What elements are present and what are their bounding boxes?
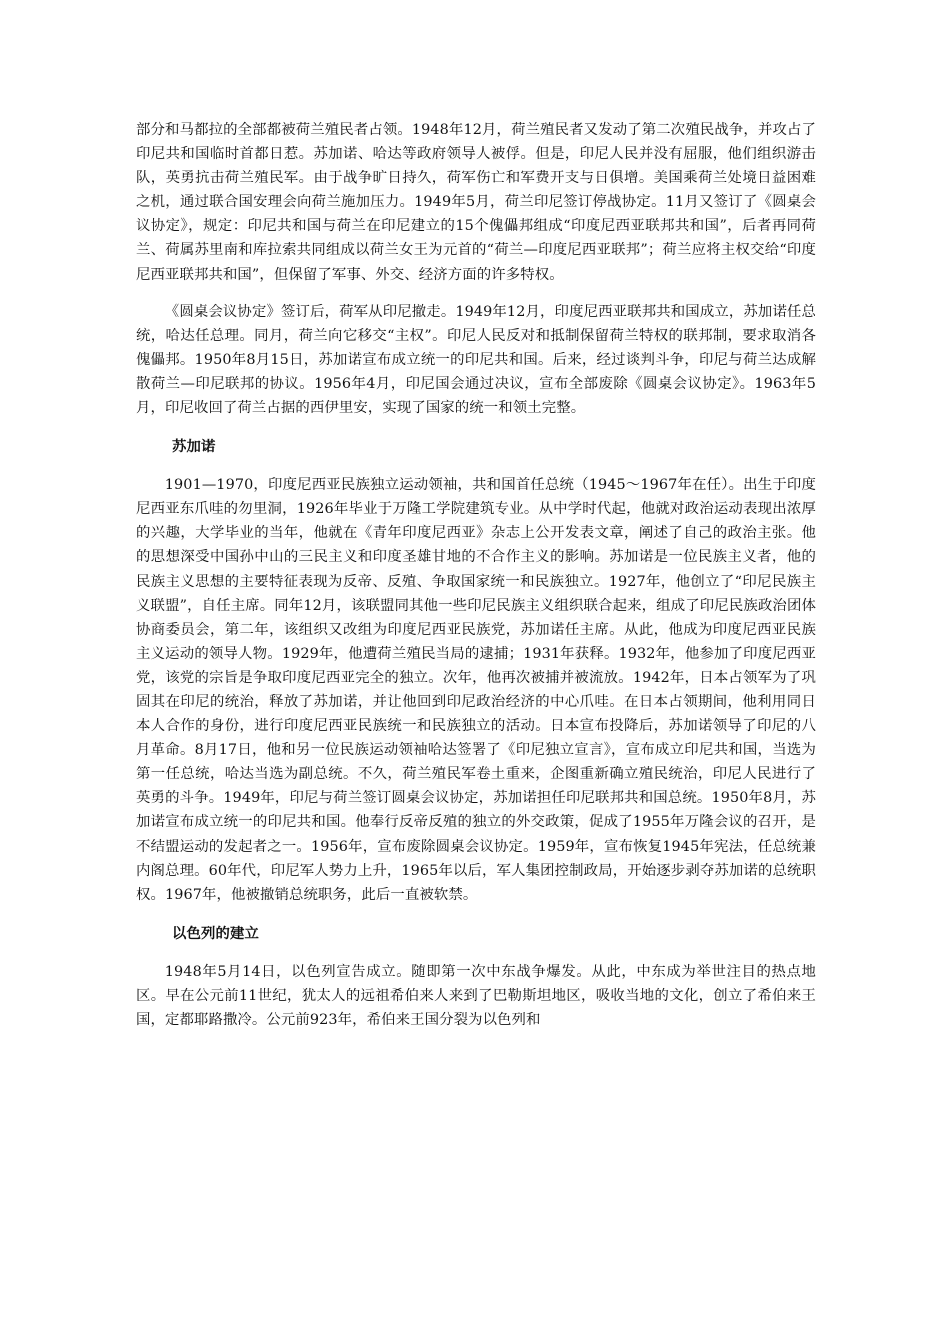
paragraph-round-table-agreement: 《圆桌会议协定》签订后，荷军从印尼撤走。1949年12月，印度尼西亚联邦共和国成立，苏加诺任总统，哈达任总理。同月，荷兰向它移交“主权”。印尼人民反对和抵制保留荷兰特权的联邦制，要求取消各傀儡邦。1950年8月15日，苏加诺宣布成立统一的印尼共和国。后来，经过谈判斗争，印尼与荷兰达成解散荷兰—印尼联邦的协议。1956年4月，印尼国会通过决议，宣布全部废除《圆桌会议协定》。1963年5月，印尼收回了荷兰占据的西伊里安，实现了国家的统一和领土完整。	[136, 303, 816, 417]
section-heading-sukarno: 苏加诺	[172, 439, 216, 456]
paragraph-sukarno-biography: 1901—1970，印度尼西亚民族独立运动领袖，共和国首任总统（1945～1967年在任）。出生于印度尼西亚东爪哇的勿里洞，1926年毕业于万隆工学院建筑专业。从中学时代起，他就对政治运动表现出浓厚的兴趣，大学毕业的当年，他就在《青年印度尼西亚》杂志上公开发表文章，阐述了自己的政治主张。他的思想深受中国孙中山的三民主义和印度圣雄甘地的不合作主义的影响。苏加诺是一位民族主义者，他的民族主义思想的主要特征表现为反帝、反殖、争取国家统一和民族独立。1927年，他创立了“印尼民族主义联盟”，自任主席。同年12月，该联盟同其他一些印尼民族主义组织联合起来，组成了印尼民族政治团体协商委员会，第二年，该组织又改组为印度尼西亚民族党，苏加诺任主席。从此，他成为印度尼西亚民族主义运动的领导人物。1929年，他遭荷兰殖民当局的逮捕；1931年获释。1932年，他参加了印度尼西亚党，该党的宗旨是争取印度尼西亚完全的独立。次年，他再次被捕并被流放。1942年，日本占领军为了巩固其在印尼的统治，释放了苏加诺，并让他回到印尼政治经济的中心爪哇。在日本占领期间，他利用同日本人合作的身份，进行印度尼西亚民族统一和民族独立的活动。日本宣布投降后，苏加诺领导了印尼的八月革命。8月17日，他和另一位民族运动领袖哈达签署了《印尼独立宣言》，宣布成立印尼共和国，当选为第一任总统，哈达当选为副总统。不久，荷兰殖民军卷土重来，企图重新确立殖民统治，印尼人民进行了英勇的斗争。1949年，印尼与荷兰签订圆桌会议协定，苏加诺担任印尼联邦共和国总统。1950年8月，苏加诺宣布成立统一的印尼共和国。他奉行反帝反殖的独立的外交政策，促成了1955年万隆会议的召开，是不结盟运动的发起者之一。1956年，宣布废除圆桌会议协定。1959年，宣布恢复1945年宪法，任总统兼内阁总理。60年代，印尼军人势力上升，1965年以后，军人集团控制政局，开始逐步剥夺苏加诺的总统职权。1967年，他被撤销总统职务，此后一直被软禁。	[136, 477, 816, 903]
paragraph-israel-founding: 1948年5月14日，以色列宣告成立。随即第一次中东战争爆发。从此，中东成为举世注目的热点地区。早在公元前11世纪，犹太人的远祖希伯来人来到了巴勒斯坦地区，吸收当地的文化，创立了希伯来王国，定都耶路撒冷。公元前923年，希伯来王国分裂为以色列和	[136, 963, 816, 1028]
section-heading-israel-founding: 以色列的建立	[172, 925, 259, 942]
document-page	[136, 118, 816, 1032]
paragraph-dutch-colonial-war: 部分和马都拉的全部都被荷兰殖民者占领。1948年12月，荷兰殖民者又发动了第二次殖民战争，并攻占了印尼共和国临时首都日惹。苏加诺、哈达等政府领导人被俘。但是，印尼人民并没有屈服，他们组织游击队，英勇抗击荷兰殖民军。由于战争旷日持久，荷军伤亡和军费开支与日俱增。美国乘荷兰处境日益困难之机，通过联合国安理会向荷兰施加压力。1949年5月，荷兰印尼签订停战协定。11月又签订了《圆桌会议协定》，规定：印尼共和国与荷兰在印尼建立的15个傀儡邦组成“印度尼西亚联邦共和国”，后者再同荷兰、荷属苏里南和库拉索共同组成以荷兰女王为元首的“荷兰—印度尼西亚联邦”；荷兰应将主权交给“印度尼西亚联邦共和国”，但保留了军事、外交、经济方面的许多特权。	[136, 122, 816, 283]
